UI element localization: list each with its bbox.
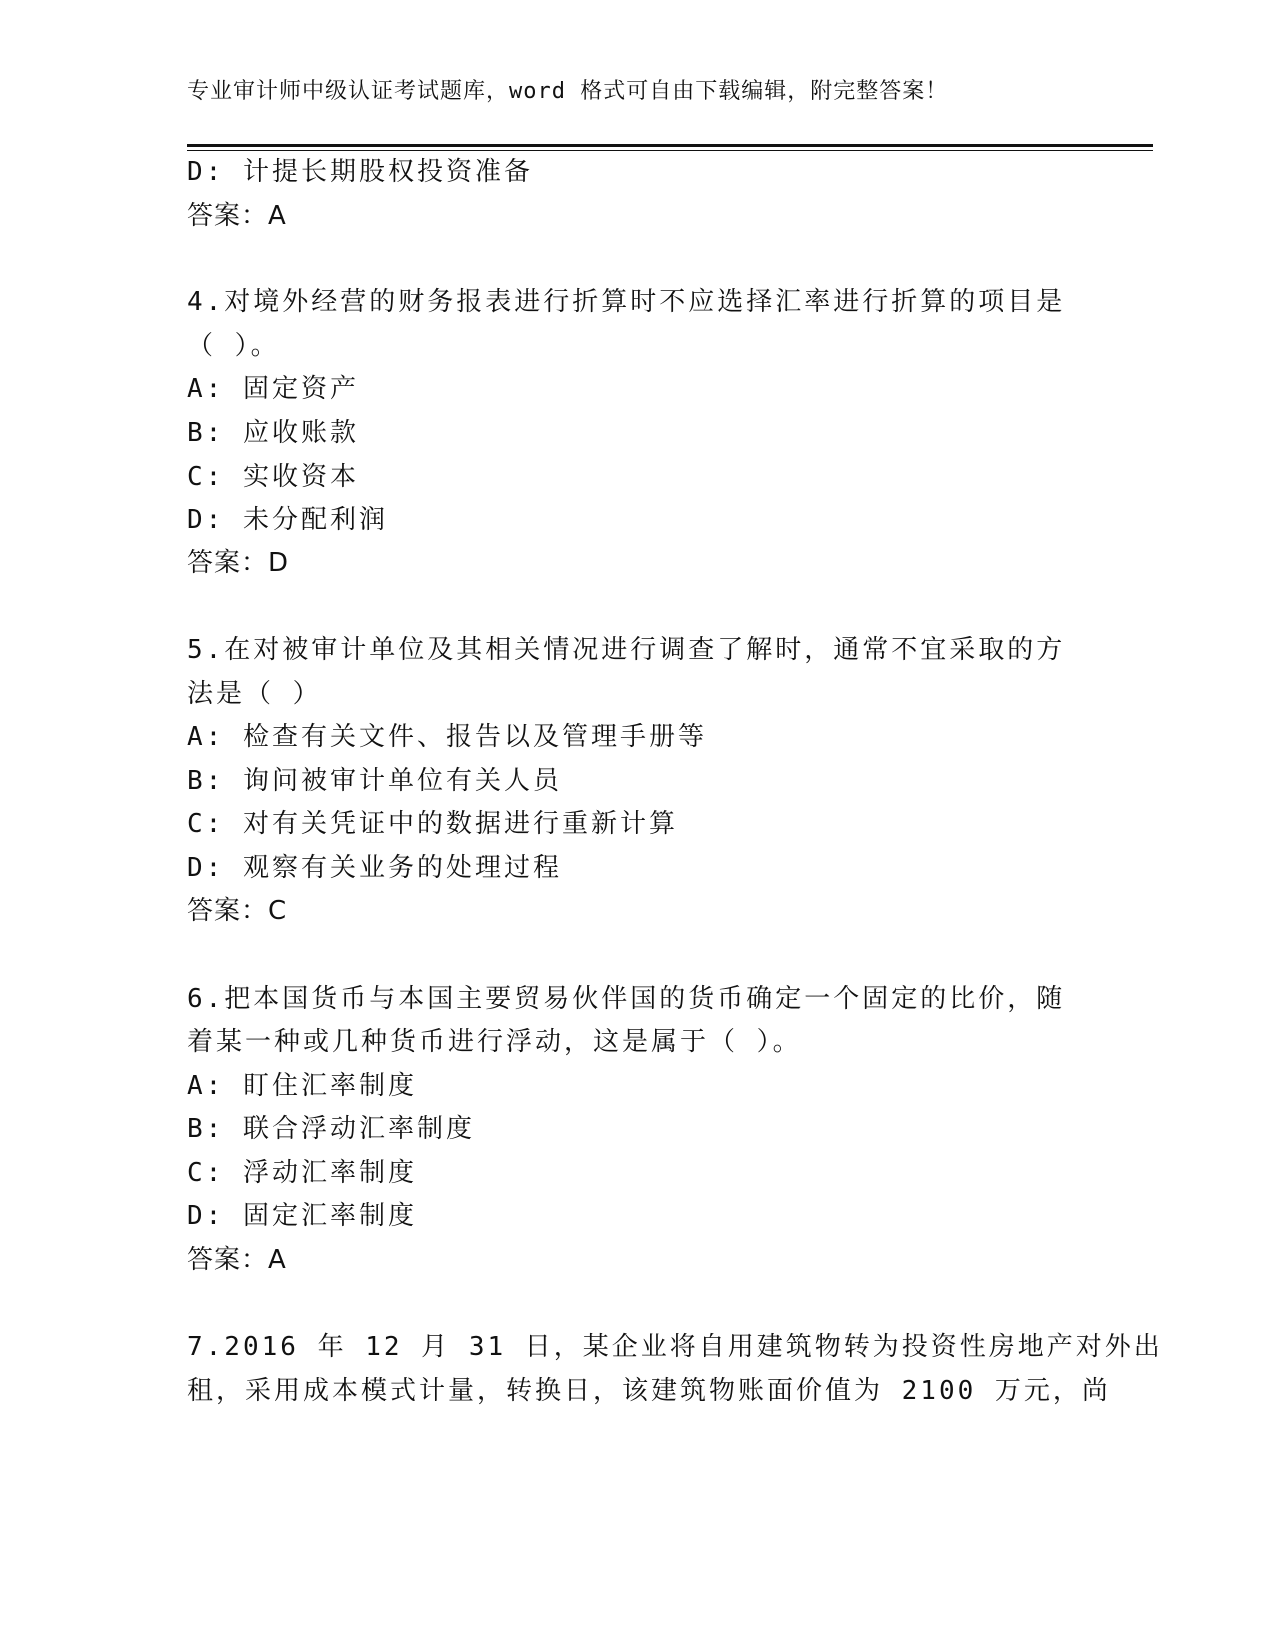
q6-stem-line2: 着某一种或几种货币进行浮动，这是属于（ ）。	[187, 1027, 802, 1057]
q3-answer: 答案：A	[187, 201, 287, 231]
q4-option-a: A: 固定资产	[187, 374, 359, 404]
q6-option-b: B: 联合浮动汇率制度	[187, 1114, 475, 1144]
q7-stem-line1: 7.2016 年 12 月 31 日，某企业将自用建筑物转为投资性房地产对外出	[187, 1332, 1163, 1362]
header-divider-thick	[187, 144, 1153, 147]
q4-option-c: C: 实收资本	[187, 462, 359, 492]
page-header: 专业审计师中级认证考试题库，word 格式可自由下载编辑，附完整答案！	[187, 79, 949, 104]
q6-stem-line1: 6.把本国货币与本国主要贸易伙伴国的货币确定一个固定的比价，随	[187, 984, 1066, 1014]
q6-option-c: C: 浮动汇率制度	[187, 1158, 417, 1188]
q7-stem-line2: 租，采用成本模式计量，转换日，该建筑物账面价值为 2100 万元，尚	[187, 1376, 1111, 1406]
q6-option-a: A: 盯住汇率制度	[187, 1071, 417, 1101]
q5-option-d: D: 观察有关业务的处理过程	[187, 853, 562, 883]
q4-option-b: B: 应收账款	[187, 418, 359, 448]
q4-stem-line1: 4.对境外经营的财务报表进行折算时不应选择汇率进行折算的项目是	[187, 287, 1066, 317]
q5-stem-line1: 5.在对被审计单位及其相关情况进行调查了解时，通常不宜采取的方	[187, 635, 1066, 665]
q5-option-c: C: 对有关凭证中的数据进行重新计算	[187, 809, 678, 839]
header-divider-thin	[187, 150, 1153, 151]
q6-answer: 答案：A	[187, 1245, 287, 1275]
q5-option-a: A: 检查有关文件、报告以及管理手册等	[187, 722, 707, 752]
q5-option-b: B: 询问被审计单位有关人员	[187, 766, 562, 796]
q6-option-d: D: 固定汇率制度	[187, 1201, 417, 1231]
q3-option-d: D: 计提长期股权投资准备	[187, 157, 533, 187]
q5-stem-line2: 法是（ ）	[187, 679, 322, 709]
q4-answer: 答案：D	[187, 548, 290, 578]
q4-option-d: D: 未分配利润	[187, 505, 388, 535]
q4-stem-line2: （ ）。	[187, 331, 280, 361]
q5-answer: 答案：C	[187, 896, 288, 926]
